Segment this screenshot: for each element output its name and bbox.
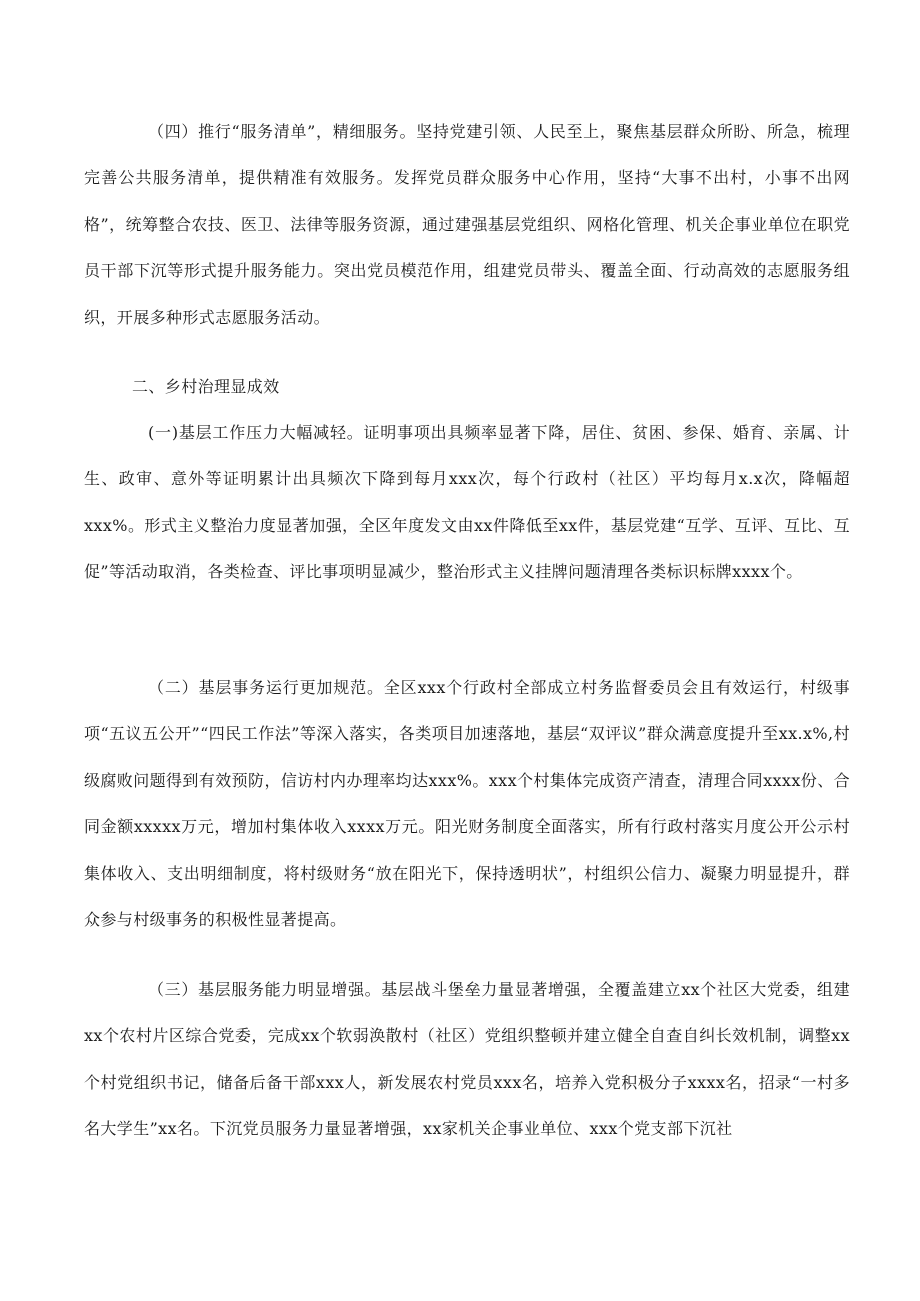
- paragraph-service-list: （四）推行“服务清单”，精细服务。坚持党建引领、人民至上，聚焦基层群众所盼、所急，梳理完善公共服务清单，提供精准有效服务。发挥党员群众服务中心作用，坚持“大事不出村，小事不出网格”，统筹整合农技、医卫、法律等服务资源，通过建强基层党组织、网格化管理、机关企事业单位在职党员干部下沉等形式提升服务能力。突出党员模范作用，组建党员带头、覆盖全面、行动高效的志愿服务组织，开展多种形式志愿服务活动。: [84, 122, 850, 327]
- paragraph-service-capacity: （三）基层服务能力明显增强。基层战斗堡垒力量显著增强，全覆盖建立xx个社区大党委，组建xx个农村片区综合党委，完成xx个软弱涣散村（社区）党组织整顿并建立健全自查自纠长效机制，调整xx个村党组织书记，储备后备干部xxx人，新发展农村党员xxx名，培养入党积极分子xxxx名，招录“一村多名大学生”xx名。下沉党员服务力量显著增强，xx家机关企事业单位、xxx个党支部下沉社: [84, 980, 850, 1139]
- paragraph-affairs-standardized: （二）基层事务运行更加规范。全区xxx个行政村全部成立村务监督委员会且有效运行，村级事项“五议五公开”“四民工作法”等深入落实，各类项目加速落地，基层“双评议”群众满意度提升至xx.x%,村级腐败问题得到有效预防，信访村内办理率均达xxx%。xxx个村集体完成资产清查，清理合同xxxx份、合同金额xxxxx万元，增加村集体收入xxxx万元。阳光财务制度全面落实，所有行政村落实月度公开公示村集体收入、支出明细制度，将村级财务“放在阳光下，保持透明状”，村组织公信力、凝聚力明显提升，群众参与村级事务的积极性显著提高。: [84, 678, 850, 930]
- paragraph-pressure-reduced: (一)基层工作压力大幅减轻。证明事项出具频率显著下降，居住、贫困、参保、婚育、亲属、计生、政审、意外等证明累计出具频次下降到每月xxx次，每个行政村（社区）平均每月x.x次，降幅超xxx%。形式主义整治力度显著加强，全区年度发文由xx件降低至xx件，基层党建“互学、互评、互比、互促”等活动取消，各类检查、评比事项明显减少，整治形式主义挂牌问题清理各类标识标牌xxxx个。: [84, 423, 850, 582]
- section-heading: 二、乡村治理显成效: [132, 377, 280, 396]
